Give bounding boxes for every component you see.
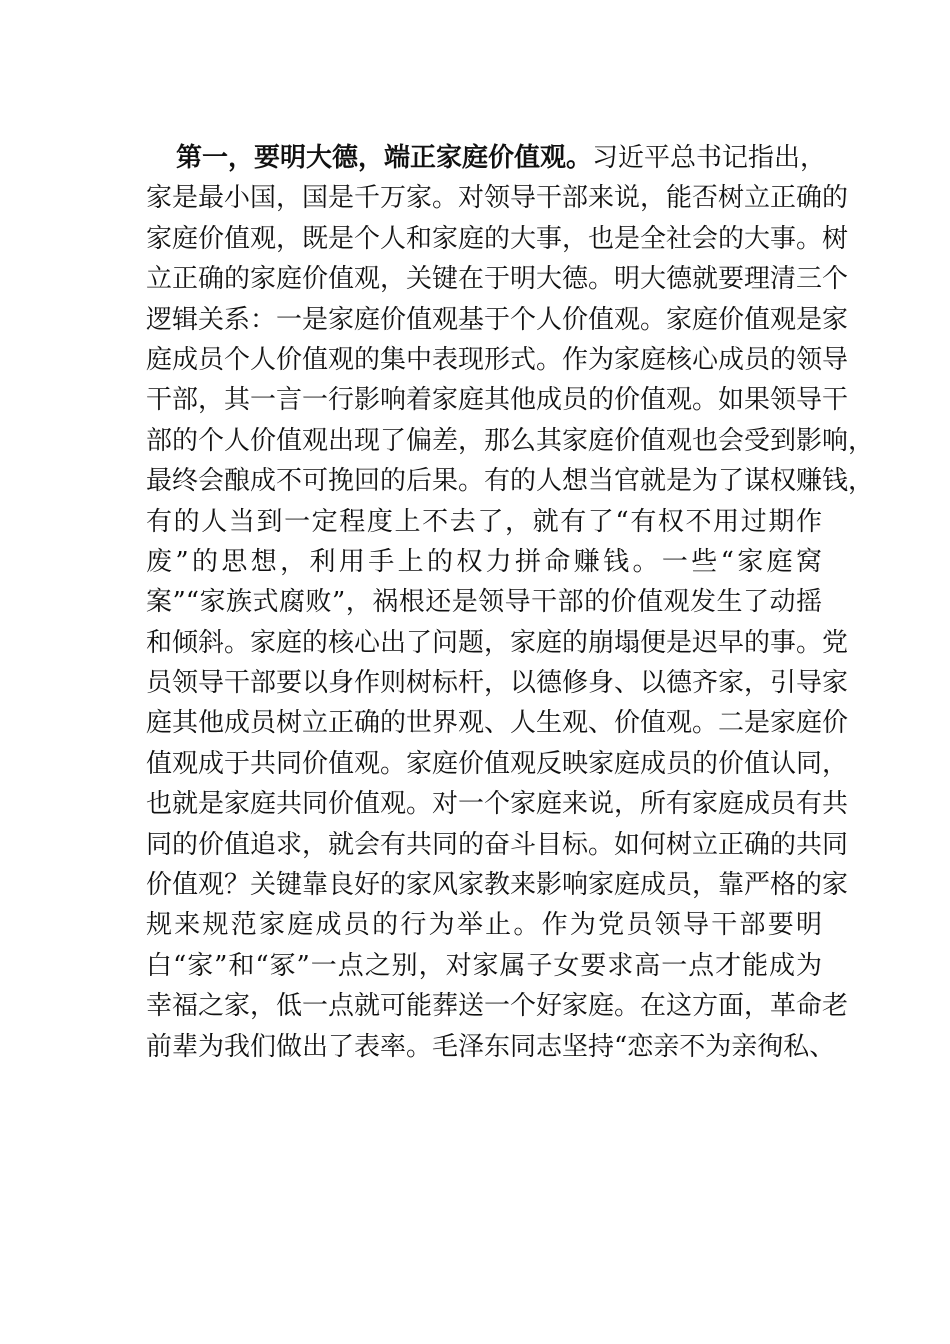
text-line: 最终会酿成不可挽回的后果。有的人想当官就是为了谋权赚钱， <box>146 466 875 497</box>
text-line: 庭其他成员树立正确的世界观、人生观、价值观。二是家庭价 <box>146 708 849 739</box>
text-line: 部的个人价值观出现了偏差，那么其家庭价值观也会受到影响， <box>146 425 875 456</box>
section-heading: 第一，要明大德，端正家庭价值观。 <box>176 143 593 173</box>
text-line: 案”“家族式腐败”，祸根还是领导干部的价值观发生了动摇 <box>146 587 822 618</box>
text-line: 也就是家庭共同价值观。对一个家庭来说，所有家庭成员有共 <box>146 789 849 820</box>
text-line: 员领导干部要以身作则树标杆，以德修身、以德齐家，引导家 <box>146 668 849 699</box>
body-paragraph <box>146 138 875 1067</box>
text-line: 立正确的家庭价值观，关键在于明大德。明大德就要理清三个 <box>146 264 849 295</box>
text-line: 家是最小国，国是千万家。对领导干部来说，能否树立正确的 <box>146 183 849 214</box>
text-line: 干部，其一言一行影响着家庭其他成员的价值观。如果领导干 <box>146 385 849 416</box>
text-line: 有的人当到一定程度上不去了，就有了“有权不用过期作 <box>146 506 822 537</box>
text-line: 规来规范家庭成员的行为举止。作为党员领导干部要明 <box>146 910 822 941</box>
text-line: 值观成于共同价值观。家庭价值观反映家庭成员的价值认同， <box>146 748 849 779</box>
first-line-text: 习近平总书记指出， <box>592 143 827 173</box>
text-line: 幸福之家，低一点就可能葬送一个好家庭。在这方面，革命老 <box>146 991 849 1022</box>
text-line: 白“家”和“冢”一点之别，对家属子女要求高一点才能成为 <box>146 950 822 981</box>
text-line: 和倾斜。家庭的核心出了问题，家庭的崩塌便是迟早的事。党 <box>146 627 849 658</box>
text-line: 家庭价值观，既是个人和家庭的大事，也是全社会的大事。树 <box>146 223 849 254</box>
text-line: 同的价值追求，就会有共同的奋斗目标。如何树立正确的共同 <box>146 829 849 860</box>
text-line: 前辈为我们做出了表率。毛泽东同志坚持“恋亲不为亲徇私、 <box>146 1031 836 1062</box>
text-line: 逻辑关系：一是家庭价值观基于个人价值观。家庭价值观是家 <box>146 304 849 335</box>
paragraph-first-line <box>146 138 827 178</box>
text-line: 价值观？关键靠良好的家风家教来影响家庭成员，靠严格的家 <box>146 870 849 901</box>
text-line: 庭成员个人价值观的集中表现形式。作为家庭核心成员的领导 <box>146 344 849 375</box>
text-line: 废”的思想，利用手上的权力拼命赚钱。一些“家庭窝 <box>146 546 822 577</box>
